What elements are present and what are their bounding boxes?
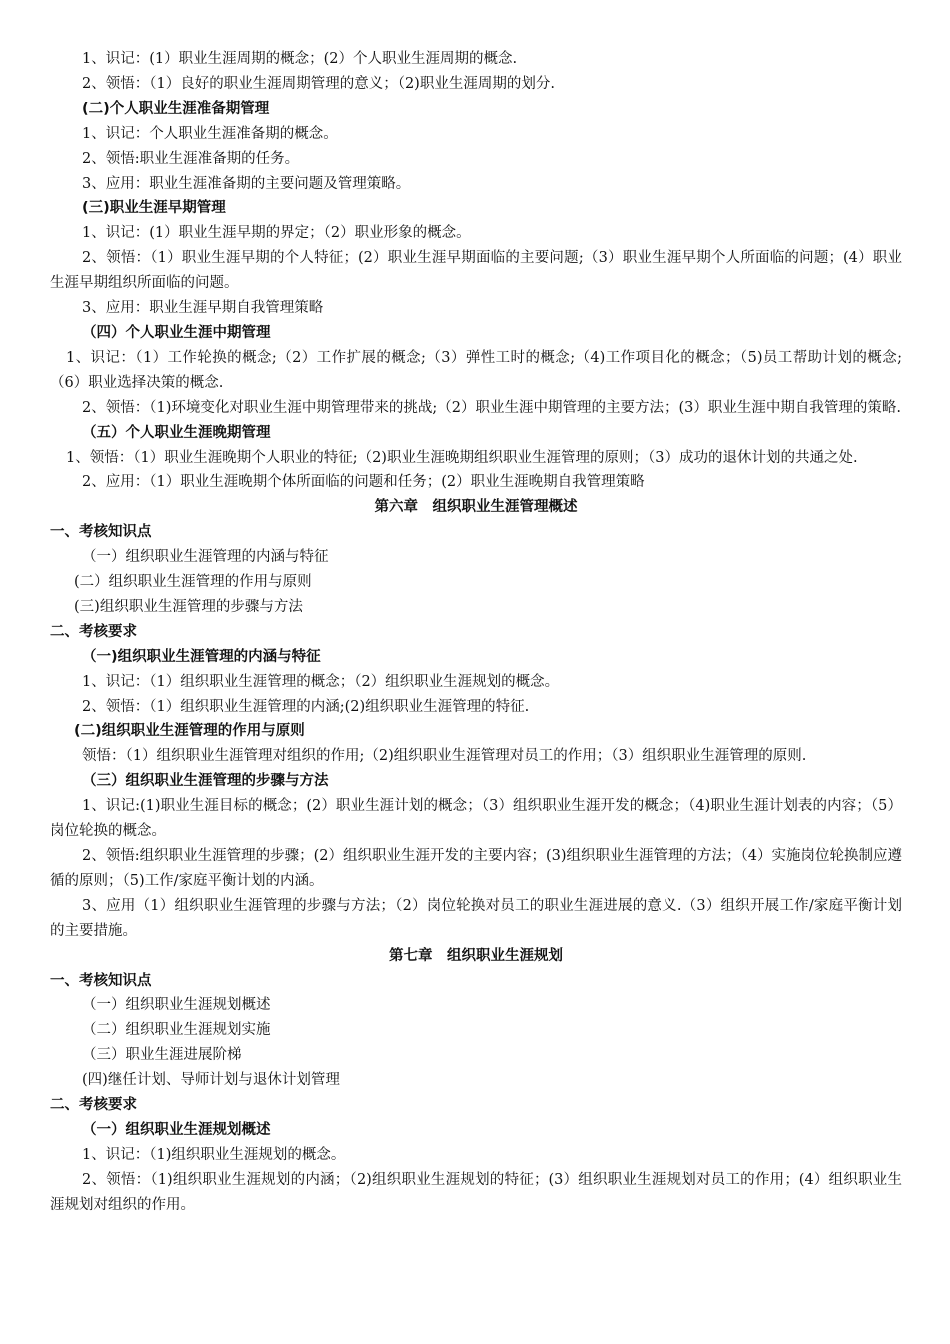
chapter-title: 第六章 组织职业生涯管理概述 — [374, 499, 578, 516]
chapter-title: 第七章 组织职业生涯规划 — [389, 947, 563, 964]
text-line: 2、领悟:职业生涯准备期的任务。 — [82, 150, 300, 167]
text-line: (三)组织职业生涯管理的步骤与方法 — [74, 598, 303, 615]
part-heading: 二、考核要求 — [50, 1097, 137, 1114]
text-line: 1、识记：(1）职业生涯早期的界定；（2）职业形象的概念。 — [82, 225, 471, 242]
section-heading: (二)组织职业生涯管理的作用与原则 — [74, 723, 305, 740]
text-line: 1、识记：个人职业生涯准备期的概念。 — [82, 125, 338, 142]
section-heading: （一)组织职业生涯管理的内涵与特征 — [82, 648, 321, 665]
text-paragraph: 2、领悟：（1)组织职业生涯规划的内涵；（2)组织职业生涯规划的特征；(3）组织职业生涯规划对员工的作用；(4）组织职业生涯规划对组织的作用。 — [50, 1171, 902, 1213]
text-line: 1、识记：（1)组织职业生涯规划的概念。 — [82, 1146, 346, 1163]
text-line: 1、识记：（1）组织职业生涯管理的概念；（2）组织职业生涯规划的概念。 — [82, 673, 560, 690]
section-heading: （一）组织职业生涯规划概述 — [82, 1121, 271, 1138]
section-heading: （四）个人职业生涯中期管理 — [82, 324, 271, 341]
text-line: (四)继任计划、导师计划与退休计划管理 — [82, 1072, 340, 1089]
text-line: （二）组织职业生涯规划实施 — [82, 1022, 271, 1039]
text-paragraph: 领悟：（1）组织职业生涯管理对组织的作用;（2)组织职业生涯管理对员工的作用；（3）组织职业生涯管理的原则. — [82, 748, 807, 765]
text-line: （三）职业生涯进展阶梯 — [82, 1047, 242, 1064]
text-paragraph: 2、领悟:组织职业生涯管理的步骤；(2）组织职业生涯开发的主要内容；(3)组织职业生涯管理的方法；（4）实施岗位轮换制应遵循的原则；（5)工作/家庭平衡计划的内涵。 — [50, 848, 903, 889]
section-heading: （三）组织职业生涯管理的步骤与方法 — [82, 773, 329, 790]
text-paragraph: 1、识记：（1）工作轮换的概念;（2）工作扩展的概念;（3）弹性工时的概念;（4)工作项目化的概念；（5)员工帮助计划的概念;（6）职业选择决策的概念. — [50, 349, 902, 391]
text-line: 2、领悟：（1）组织职业生涯管理的内涵;(2)组织职业生涯管理的特征. — [82, 698, 530, 715]
text-line: (二）组织职业生涯管理的作用与原则 — [74, 574, 312, 591]
text-line: （一）组织职业生涯管理的内涵与特征 — [82, 549, 329, 566]
text-paragraph: 1、识记:(1)职业生涯目标的概念；(2）职业生涯计划的概念；（3）组织职业生涯开发的概念；（4)职业生涯计划表的内容；（5）岗位轮换的概念。 — [50, 798, 902, 840]
part-heading: 一、考核知识点 — [50, 524, 152, 541]
text-paragraph: 1、领悟：（1）职业生涯晚期个人职业的特征;（2)职业生涯晚期组织职业生涯管理的原则；（3）成功的退休计划的共通之处. — [66, 449, 858, 466]
section-heading: (二)个人职业生涯准备期管理 — [82, 100, 270, 117]
text-paragraph: 3、应用（1）组织职业生涯管理的步骤与方法；（2）岗位轮换对员工的职业生涯进展的意义.（3）组织开展工作/家庭平衡计划的主要措施。 — [50, 897, 902, 939]
part-heading: 二、考核要求 — [50, 623, 137, 640]
text-line: 2、应用：（1）职业生涯晚期个体所面临的问题和任务；(2）职业生涯晚期自我管理策略 — [82, 474, 645, 491]
text-paragraph: 2、领悟：（1)环境变化对职业生涯中期管理带来的挑战;（2）职业生涯中期管理的主要方法；(3）职业生涯中期自我管理的策略. — [82, 399, 901, 416]
text-line: （一）组织职业生涯规划概述 — [82, 997, 271, 1014]
text-line: 3、应用：职业生涯早期自我管理策略 — [82, 300, 324, 317]
section-heading: （五）个人职业生涯晚期管理 — [82, 424, 271, 441]
text-line: 3、应用：职业生涯准备期的主要问题及管理策略。 — [82, 175, 411, 192]
text-line: 1、识记：(1）职业生涯周期的概念；(2）个人职业生涯周期的概念. — [82, 51, 518, 67]
part-heading: 一、考核知识点 — [50, 972, 152, 989]
text-paragraph: 2、领悟：（1）职业生涯早期的个人特征；(2）职业生涯早期面临的主要问题;（3）职业生涯早期个人所面临的问题；(4）职业生涯早期组织所面临的问题。 — [50, 250, 902, 292]
text-line: 2、领悟：（1）良好的职业生涯周期管理的意义；（2)职业生涯周期的划分. — [82, 75, 555, 92]
section-heading: (三)职业生涯早期管理 — [82, 200, 226, 217]
